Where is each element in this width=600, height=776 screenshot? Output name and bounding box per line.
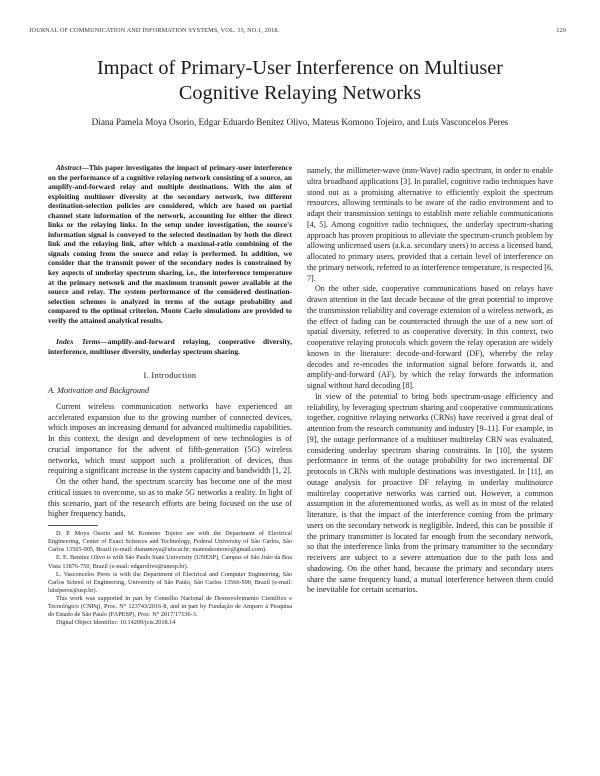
running-header bbox=[29, 27, 566, 34]
section-heading-introduction: I. Introduction bbox=[143, 371, 197, 381]
right-column bbox=[307, 166, 553, 596]
index-terms bbox=[48, 337, 292, 356]
index-terms-lead: Index Terms bbox=[56, 337, 101, 347]
footnote-affiliation-2: E. E. Benitez Olivo is with São Paulo State University (UNESP), Campus of São João da Boa Vista 13876-750, Brazil (e-mail: edgarolivo@unesp.br). bbox=[48, 554, 292, 570]
footnote-funding: This work was supported in part by Conselho Nacional de Desenvolvimento Científico e Tecnológico (CNPq), Proc. N° 123743/2016-8, and in part by Fundação de Amparo à Pesquisa do Estado de São Paulo (FAPESP), Proc. N° 2017/17136-3. bbox=[48, 594, 292, 619]
footnote-rule bbox=[48, 525, 98, 526]
footnote-doi: Digital Object Identifier: 10.14209/jcis.2018.14 bbox=[56, 619, 176, 627]
paper-title bbox=[30, 56, 570, 106]
index-terms-text: —amplify-and-forward relaying, cooperative diversity, interference, multiuser diversity, underlay spectrum sharing. bbox=[48, 337, 292, 356]
footnote-affiliation-3: L. Vasconcelos Peres is with the Department of Electrical and Computer Engineering, São Carlos School of Engineering, University of São Paulo, São Carlos 13566-590, Brazil (e-mail: luisfperes@usp.br). bbox=[48, 570, 292, 594]
intro-paragraph-1: Current wireless communication networks have experienced an accelerated expansion due to the growing number of connected devices, which imposes an increasing demand for advanced multimedia capabilities. In this context, the design and development of new technologies is of crucial importance for the advent of fifth-generation (5G) wireless networks, which must support such a proliferation of devices, thus requiring a significant increase in the system capacity and bandwidth [1, 2]. bbox=[48, 401, 292, 476]
title-line-2: Cognitive Relaying Networks bbox=[178, 82, 422, 104]
abstract bbox=[48, 163, 292, 325]
author-list: Diana Pamela Moya Osorio, Edgar Eduardo Benitez Olivo, Mateus Komono Tojeiro, and Luís Vasconcelos Peres bbox=[91, 117, 509, 127]
journal-name: JOURNAL OF COMMUNICATION AND INFORMATION SYSTEMS, VOL. 33, NO.1, 2018. bbox=[29, 27, 280, 34]
intro-paragraph-4: On the other side, cooperative communications based on relays have drawn attention in the last decade because of the great potential to improve the transmission reliability and coverage extension of a wireless network, as the effect of fading can be counteracted through the use of a new sort of spatial diversity, referred to as cooperative diversity. In this context, two cooperative relaying protocols which govern the relay operation are widely known in the literature: decode-and-forward (DF), whereby the relay decodes and re-encodes the information signal before forwards it, and amplify-and-forward (AF), by which the relay forwards the information signal without hard decoding [8]. bbox=[307, 284, 553, 390]
footnotes bbox=[48, 530, 292, 627]
intro-paragraph-2: On the other hand, the spectrum scarcity has become one of the most critical issues to overcome, so as to make 5G networks a reality. In light of this scenario, part of the research efforts are being focused on the use of higher frequency bands, bbox=[48, 477, 292, 519]
abstract-lead: Abstract bbox=[56, 163, 82, 172]
left-column bbox=[48, 163, 292, 627]
subsection-heading-motivation: A. Motivation and Background bbox=[48, 386, 150, 396]
footnote-affiliation-1: D. P. Moya Osorio and M. Komono Tojeiro are with the Department of Electrical Engineering, Center of Exact Sciences and Technology, Federal University of São Carlos, São Carlos 13565-905, Brazil (e-mail: dianamoya@ufscar.br; mateuskomono@gmail.com). bbox=[48, 530, 292, 554]
page-number: 129 bbox=[556, 27, 566, 34]
abstract-text: —This paper investigates the impact of primary-user interference on the performance of a cognitive relaying network consisting of a source, an amplify-and-forward relay and multiple destinations. With the aim of exploiting multiuser diversity at the secondary network, two different destination-selection policies are considered, which are based on partial channel state information of the network, accounting for either the direct links or the relaying links. In the setup under investigation, the source's information signal is conveyed to the selected destination by both the direct link and the relaying link, after which a maximal-ratio combining of the signals coming from the source and relay is performed. In addition, we consider that the transmit power of the secondary nodes is constrained by key aspects of underlay spectrum sharing, i.e., the interference temperature at the primary network and the maximum transmit power available at the source and relay. The system performance of the considered destination-selection schemes is analyzed in terms of the outage probability and compared to the optimal criterion. Monte Carlo simulations are provided to verify the attained analytical results. bbox=[48, 163, 292, 325]
title-line-1: Impact of Primary-User Interference on Multiuser bbox=[96, 57, 504, 79]
intro-paragraph-3: namely, the millimeter-wave (mm-Wave) radio spectrum, in order to enable ultra broadband applications [3]. In parallel, cognitive radio techniques have stood out as a promising alternative to efficiently exploit the spectrum resources, allowing terminals to be aware of the radio environment and to adapt their transmission settings to establish more reliable communications [4, 5]. Among cognitive radio techniques, the underlay spectrum-sharing approach has proven propitious to alleviate the spectrum-crunch problem by allowing unlicensed users (a.k.a. secondary users) to access a licensed band, allocated to primary users, provided that a certain level of interference on the primary network, referred to as interference temperature, is respected [6, 7]. bbox=[307, 166, 554, 283]
intro-paragraph-5: In view of the potential to bring both spectrum-usage efficiency and reliability, by leveraging spectrum sharing and cooperative communications together, cognitive relaying networks (CRNs) have received a great deal of attention from the research community and industry [9–11]. For example, in [9], the outage performance of a multiuser multirelay CRN was evaluated, considering underlay spectrum sharing constraints. In [10], the system performance in terms of the outage probability for two incremental DF protocols in CRNs with multiple destinations was investigated. In [11], an outage analysis for proactive DF relaying in underlay multisource multirelay cooperative networks was carried out. However, a common assumption in the aforementioned works, as well as in most of the related literature, is that the impact of the interference coming from the primary users on the secondary network is negligible. Indeed, this can be possible if the primary transmitter is located far enough from the secondary network, so that the interference links from the primary transmitter to the secondary receivers are subject to a severe attenuation due to the path loss and shadowing. On the other hand, because the primary and secondary users share the same frequency band, a mutual interference between them could be inevitable for certain scenarios. bbox=[307, 391, 553, 595]
